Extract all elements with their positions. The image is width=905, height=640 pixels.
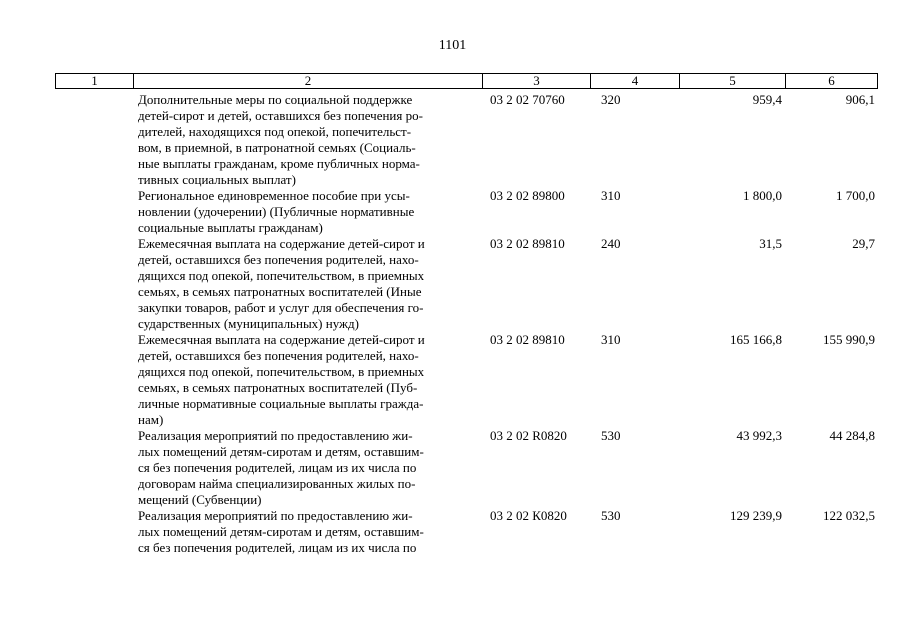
- amount-col5-cell: 1 800,0: [743, 188, 782, 203]
- row-number-cell: [55, 332, 133, 428]
- description-line: Ежемесячная выплата на содержание детей-сирот и: [138, 332, 425, 347]
- table-row: [55, 188, 878, 236]
- description-line: договорам найма специализированных жилых по-: [138, 476, 416, 491]
- amount-col6-cell: 1 700,0: [836, 188, 875, 203]
- code-cell: 03 2 02 К0820: [490, 508, 567, 523]
- amount-col5-cell: 129 239,9: [730, 508, 782, 523]
- description-cell: [133, 428, 482, 508]
- description-line: дящихся под опекой, попечительством, в приемных: [138, 268, 425, 283]
- column-header-5: 5: [680, 74, 786, 88]
- expense-type-cell: 530: [601, 508, 621, 523]
- description-line: вом, в приемной, в патронатной семьях (Социаль-: [138, 140, 416, 155]
- amount-col6-cell: 155 990,9: [823, 332, 875, 347]
- code-cell: 03 2 02 89800: [490, 188, 565, 203]
- amount-col5-cell: 959,4: [752, 92, 782, 107]
- description-line: ся без попечения родителей, лицам из их числа по: [138, 540, 417, 555]
- description-line: Реализация мероприятий по предоставлению жи-: [138, 428, 413, 443]
- description-cell: [133, 92, 482, 188]
- description-line: Региональное единовременное пособие при усы-: [138, 188, 410, 203]
- code-cell: 03 2 02 89810: [490, 332, 565, 347]
- row-number-cell: [55, 188, 133, 236]
- page-number: 1101: [438, 38, 467, 53]
- description-line: дителей, находящихся под опекой, попечительст-: [138, 124, 412, 139]
- column-header-1: 1: [56, 74, 134, 88]
- description-cell: [133, 508, 482, 556]
- description-line: семьях, в семьях патронатных воспитателей (Иные: [138, 284, 422, 299]
- amount-col5-cell: 31,5: [759, 236, 782, 251]
- expense-type-cell: 320: [601, 92, 621, 107]
- row-number-cell: [55, 92, 133, 188]
- column-header-4: 4: [591, 74, 680, 88]
- amount-col5-cell: 43 992,3: [736, 428, 782, 443]
- table-row: [55, 92, 878, 188]
- description-line: ные выплаты гражданам, кроме публичных норма-: [138, 156, 420, 171]
- description-line: Дополнительные меры по социальной поддержке: [138, 92, 413, 107]
- description-line: лых помещений детям-сиротам и детям, оставшим-: [138, 444, 424, 459]
- description-line: Ежемесячная выплата на содержание детей-сирот и: [138, 236, 425, 251]
- expense-type-cell: 240: [601, 236, 621, 251]
- description-line: ся без попечения родителей, лицам из их числа по: [138, 460, 417, 475]
- description-line: детей, оставшихся без попечения родителей, нахо-: [138, 348, 419, 363]
- description-line: личные нормативные социальные выплаты гражда-: [138, 396, 424, 411]
- description-line: детей-сирот и детей, оставшихся без попечения ро-: [138, 108, 423, 123]
- column-header-2: 2: [134, 74, 483, 88]
- amount-col6-cell: 44 284,8: [829, 428, 875, 443]
- expense-type-cell: 310: [601, 332, 621, 347]
- code-cell: 03 2 02 R0820: [490, 428, 567, 443]
- description-line: семьях, в семьях патронатных воспитателей (Пуб-: [138, 380, 418, 395]
- description-line: мещений (Субвенции): [138, 492, 262, 507]
- row-number-cell: [55, 236, 133, 332]
- description-line: Реализация мероприятий по предоставлению жи-: [138, 508, 413, 523]
- description-cell: [133, 236, 482, 332]
- description-line: нам): [138, 412, 164, 427]
- column-header-6: 6: [828, 73, 835, 88]
- table-header-row: [55, 73, 878, 89]
- code-cell: 03 2 02 89810: [490, 236, 565, 251]
- amount-col6-cell: 122 032,5: [823, 508, 875, 523]
- amount-col6-cell: 29,7: [852, 236, 875, 251]
- table-row: [55, 428, 878, 508]
- table-row: [55, 236, 878, 332]
- description-line: тивных социальных выплат): [138, 172, 296, 187]
- description-line: социальные выплаты гражданам): [138, 220, 323, 235]
- expense-type-cell: 530: [601, 428, 621, 443]
- table-row: [55, 508, 878, 556]
- table-body: [55, 92, 878, 556]
- description-cell: [133, 188, 482, 236]
- amount-col6-cell: 906,1: [845, 92, 875, 107]
- row-number-cell: [55, 508, 133, 556]
- expense-type-cell: 310: [601, 188, 621, 203]
- description-line: дящихся под опекой, попечительством, в приемных: [138, 364, 425, 379]
- column-header-3: 3: [483, 74, 591, 88]
- description-line: закупки товаров, работ и услуг для обеспечения го-: [138, 300, 424, 315]
- code-cell: 03 2 02 70760: [490, 92, 565, 107]
- description-line: лых помещений детям-сиротам и детям, оставшим-: [138, 524, 424, 539]
- amount-col5-cell: 165 166,8: [730, 332, 782, 347]
- description-cell: [133, 332, 482, 428]
- row-number-cell: [55, 428, 133, 508]
- description-line: новлении (удочерении) (Публичные нормативные: [138, 204, 415, 219]
- description-line: сударственных (муниципальных) нужд): [138, 316, 359, 331]
- table-row: [55, 332, 878, 428]
- description-line: детей, оставшихся без попечения родителей, нахо-: [138, 252, 419, 267]
